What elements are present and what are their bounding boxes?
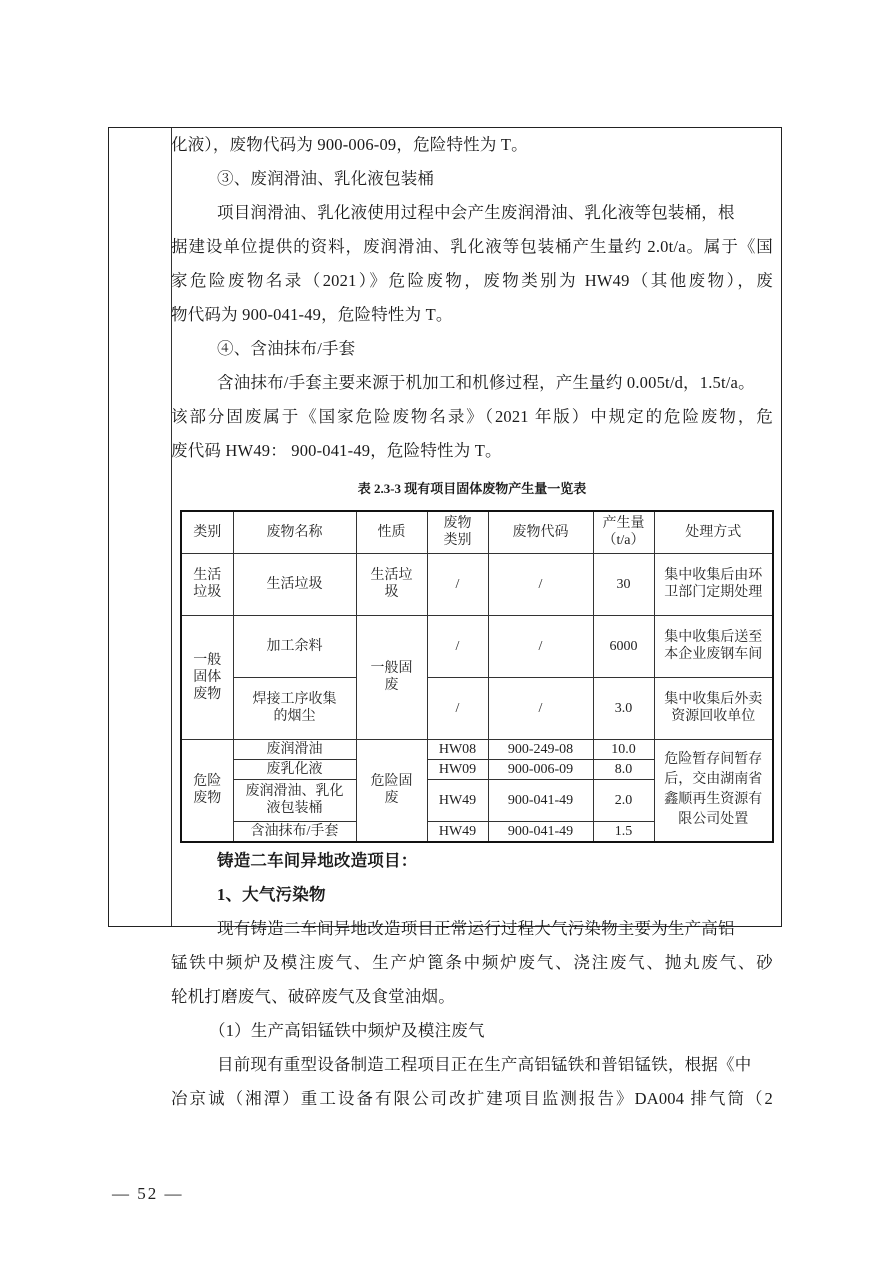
disposal-cell: 集中收集后外卖资源回收单位 [654,677,773,739]
body-line: 锰铁中频炉及模注废气、生产炉篦条中频炉废气、浇注废气、抛丸废气、砂 [171,953,773,972]
table-row [181,615,773,677]
subheading-oily-rags: ④、含油抹布/手套 [217,339,356,358]
amount-cell: 1.5 [593,821,654,842]
amount-cell: 2.0 [593,779,654,821]
waste-code-cell: 900-041-49 [488,779,593,821]
category-cell: 一般固体废物 [181,615,233,739]
header-cell: 类别 [181,511,233,553]
header-cell: 废物名称 [233,511,356,553]
body-line: 目前现有重型设备制造工程项目正在生产高铝锰铁和普铝锰铁，根据《中 [217,1055,752,1074]
page-number: — 52 — [112,1184,184,1203]
waste-type-cell: HW49 [427,779,488,821]
amount-cell: 8.0 [593,759,654,779]
waste-type-cell: HW09 [427,759,488,779]
table-row [181,677,773,739]
header-cell: 处理方式 [654,511,773,553]
waste-type-cell: / [427,677,488,739]
waste-name-cell: 废润滑油、乳化液包装桶 [233,779,356,821]
body-line: 现有铸造二车间异地改造项目正常运行过程大气污染物主要为生产高铝 [217,919,735,938]
body-line: 含油抹布/手套主要来源于机加工和机修过程，产生量约 0.005t/d，1.5t/a。 [217,373,755,392]
category-cell: 危险废物 [181,739,233,842]
waste-name-cell: 生活垃圾 [233,553,356,615]
body-line: 据建设单位提供的资料，废润滑油、乳化液等包装桶产生量约 2.0t/a。属于《国 [171,237,773,256]
amount-cell: 10.0 [593,739,654,759]
body-line: 该部分固废属于《国家危险废物名录》（2021 年版）中规定的危险废物，危 [171,407,773,426]
amount-cell: 30 [593,553,654,615]
header-cell: 性质 [356,511,427,553]
category-cell: 生活垃圾 [181,553,233,615]
header-cell: 废物类别 [427,511,488,553]
amount-cell: 3.0 [593,677,654,739]
waste-code-cell: / [488,553,593,615]
disposal-cell: 集中收集后送至本企业废钢车间 [654,615,773,677]
body-line: 冶京诚（湘潭）重工设备有限公司改扩建项目监测报告》DA004 排气筒（2 [171,1089,773,1108]
waste-code-cell: 900-249-08 [488,739,593,759]
table-row [181,739,773,759]
body-line: 物代码为 900-041-49，危险特性为 T。 [171,305,453,324]
waste-name-cell: 废润滑油 [233,739,356,759]
waste-name-cell: 废乳化液 [233,759,356,779]
header-cell: 废物代码 [488,511,593,553]
nature-cell: 危险固废 [356,739,427,842]
body-line: 废代码 HW49： 900-041-49，危险特性为 T。 [171,441,502,460]
header-cell: 产生量（t/a） [593,511,654,553]
table-header-row [181,511,773,553]
body-line: 项目润滑油、乳化液使用过程中会产生废润滑油、乳化液等包装桶，根 [217,203,735,222]
nature-cell: 一般固废 [356,615,427,739]
section-heading: 铸造二车间异地改造项目： [217,851,418,870]
item-heading: （1）生产高铝锰铁中频炉及模注废气 [209,1021,485,1040]
waste-name-cell: 加工余料 [233,615,356,677]
subheading-waste-barrels: ③、废润滑油、乳化液包装桶 [217,169,435,188]
waste-code-cell: 900-006-09 [488,759,593,779]
subsection-heading: 1、大气污染物 [217,885,326,904]
amount-cell: 6000 [593,615,654,677]
nature-cell: 生活垃圾 [356,553,427,615]
waste-code-cell: 900-041-49 [488,821,593,842]
disposal-cell: 集中收集后由环卫部门定期处理 [654,553,773,615]
table-caption: 表 2.3-3 现有项目固体废物产生量一览表 [357,481,587,496]
body-line: 家危险废物名录（2021）》危险废物，废物类别为 HW49（其他废物），废 [171,271,773,290]
waste-type-cell: HW49 [427,821,488,842]
waste-type-cell: / [427,553,488,615]
solid-waste-table [180,510,774,843]
waste-type-cell: HW08 [427,739,488,759]
table-row [181,553,773,615]
waste-code-cell: / [488,615,593,677]
disposal-cell: 危险暂存间暂存后，交由湖南省鑫顺再生资源有限公司处置 [654,739,773,842]
waste-type-cell: / [427,615,488,677]
body-line: 化液），废物代码为 900-006-09，危险特性为 T。 [171,135,528,154]
waste-name-cell: 含油抹布/手套 [233,821,356,842]
waste-name-cell: 焊接工序收集的烟尘 [233,677,356,739]
body-line: 轮机打磨废气、破碎废气及食堂油烟。 [171,987,455,1006]
waste-code-cell: / [488,677,593,739]
